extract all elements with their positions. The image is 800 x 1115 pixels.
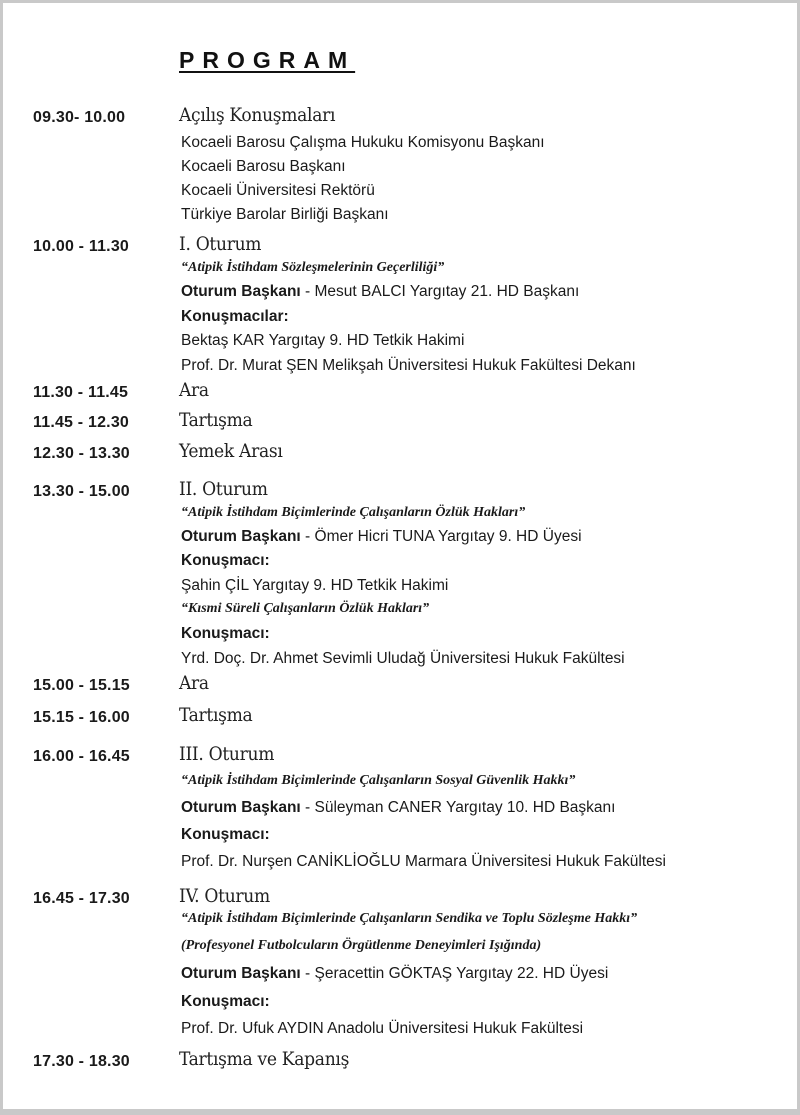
speakers-label: Konuşmacılar: — [181, 308, 289, 325]
speaker-line: Kocaeli Barosu Çalışma Hukuku Komisyonu Başkanı — [181, 134, 545, 151]
session-time: 15.00 - 15.15 — [33, 677, 130, 694]
session-topic-subtitle: (Profesyonel Futbolcuların Örgütlenme Deneyimleri Işığında) — [181, 938, 542, 953]
session-topic: “Atipik İstihdam Sözleşmelerinin Geçerliliği” — [181, 260, 445, 275]
speaker-line: Kocaeli Barosu Başkanı — [181, 158, 346, 175]
session-heading: Tartışma — [179, 704, 253, 726]
chair-name: - Süleyman CANER Yargıtay 10. HD Başkanı — [300, 799, 616, 816]
session-time: 15.15 - 16.00 — [33, 709, 130, 726]
chair-line — [181, 799, 615, 817]
session-time: 10.00 - 11.30 — [33, 238, 130, 255]
chair-line — [181, 283, 579, 301]
session-heading: II. Oturum — [179, 478, 268, 500]
session-topic: “Atipik İstihdam Biçimlerinde Çalışanların Sendika ve Toplu Sözleşme Hakkı” — [181, 911, 638, 926]
session-topic: “Atipik İstihdam Biçimlerinde Çalışanların Sosyal Güvenlik Hakkı” — [181, 773, 576, 788]
session-time: 11.30 - 11.45 — [33, 384, 129, 401]
session-time: 11.45 - 12.30 — [33, 414, 130, 431]
speaker-line: Türkiye Barolar Birliği Başkanı — [181, 206, 389, 223]
session-topic: “Atipik İstihdam Biçimlerinde Çalışanların Özlük Hakları” — [181, 505, 526, 520]
session-heading: Açılış Konuşmaları — [179, 104, 336, 126]
session-time: 09.30- 10.00 — [33, 109, 126, 126]
chair-label: Oturum Başkanı — [181, 528, 301, 545]
chair-label: Oturum Başkanı — [181, 965, 301, 982]
session-topic: “Kısmi Süreli Çalışanların Özlük Hakları” — [181, 601, 430, 616]
chair-name: - Şeracettin GÖKTAŞ Yargıtay 22. HD Üyesi — [300, 965, 609, 982]
session-heading: III. Oturum — [179, 743, 275, 765]
chair-label: Oturum Başkanı — [181, 799, 301, 816]
session-heading: Tartışma ve Kapanış — [179, 1048, 350, 1070]
speaker-label: Konuşmacı: — [181, 826, 270, 843]
chair-name: - Mesut BALCI Yargıtay 21. HD Başkanı — [300, 283, 580, 300]
speaker-label: Konuşmacı: — [181, 552, 270, 569]
program-page — [3, 3, 797, 1109]
chair-name: - Ömer Hicri TUNA Yargıtay 9. HD Üyesi — [300, 528, 582, 545]
speaker-line: Kocaeli Üniversitesi Rektörü — [181, 182, 375, 199]
speaker-line: Prof. Dr. Murat ŞEN Melikşah Üniversitesi Hukuk Fakültesi Dekanı — [181, 357, 636, 374]
session-time: 17.30 - 18.30 — [33, 1053, 130, 1070]
session-heading: I. Oturum — [179, 233, 262, 255]
speaker-label: Konuşmacı: — [181, 625, 270, 642]
speaker-line: Prof. Dr. Ufuk AYDIN Anadolu Üniversitesi Hukuk Fakültesi — [181, 1020, 584, 1037]
speaker-line: Prof. Dr. Nurşen CANİKLİOĞLU Marmara Üniversitesi Hukuk Fakültesi — [181, 853, 666, 870]
speaker-line: Yrd. Doç. Dr. Ahmet Sevimli Uludağ Üniversitesi Hukuk Fakültesi — [181, 650, 625, 667]
session-heading: Tartışma — [179, 409, 253, 431]
speaker-line: Şahin ÇİL Yargıtay 9. HD Tetkik Hakimi — [181, 577, 449, 594]
page-title: PROGRAM — [179, 47, 356, 73]
session-time: 16.45 - 17.30 — [33, 890, 130, 907]
session-heading: Ara — [179, 379, 209, 401]
session-heading: IV. Oturum — [179, 885, 270, 907]
session-time: 16.00 - 16.45 — [33, 748, 130, 765]
speaker-label: Konuşmacı: — [181, 993, 270, 1010]
session-heading: Ara — [179, 672, 209, 694]
session-heading: Yemek Arası — [179, 440, 283, 462]
chair-label: Oturum Başkanı — [181, 283, 301, 300]
session-time: 13.30 - 15.00 — [33, 483, 130, 500]
speaker-line: Bektaş KAR Yargıtay 9. HD Tetkik Hakimi — [181, 332, 465, 349]
chair-line — [181, 965, 608, 983]
chair-line — [181, 528, 582, 546]
session-time: 12.30 - 13.30 — [33, 445, 130, 462]
